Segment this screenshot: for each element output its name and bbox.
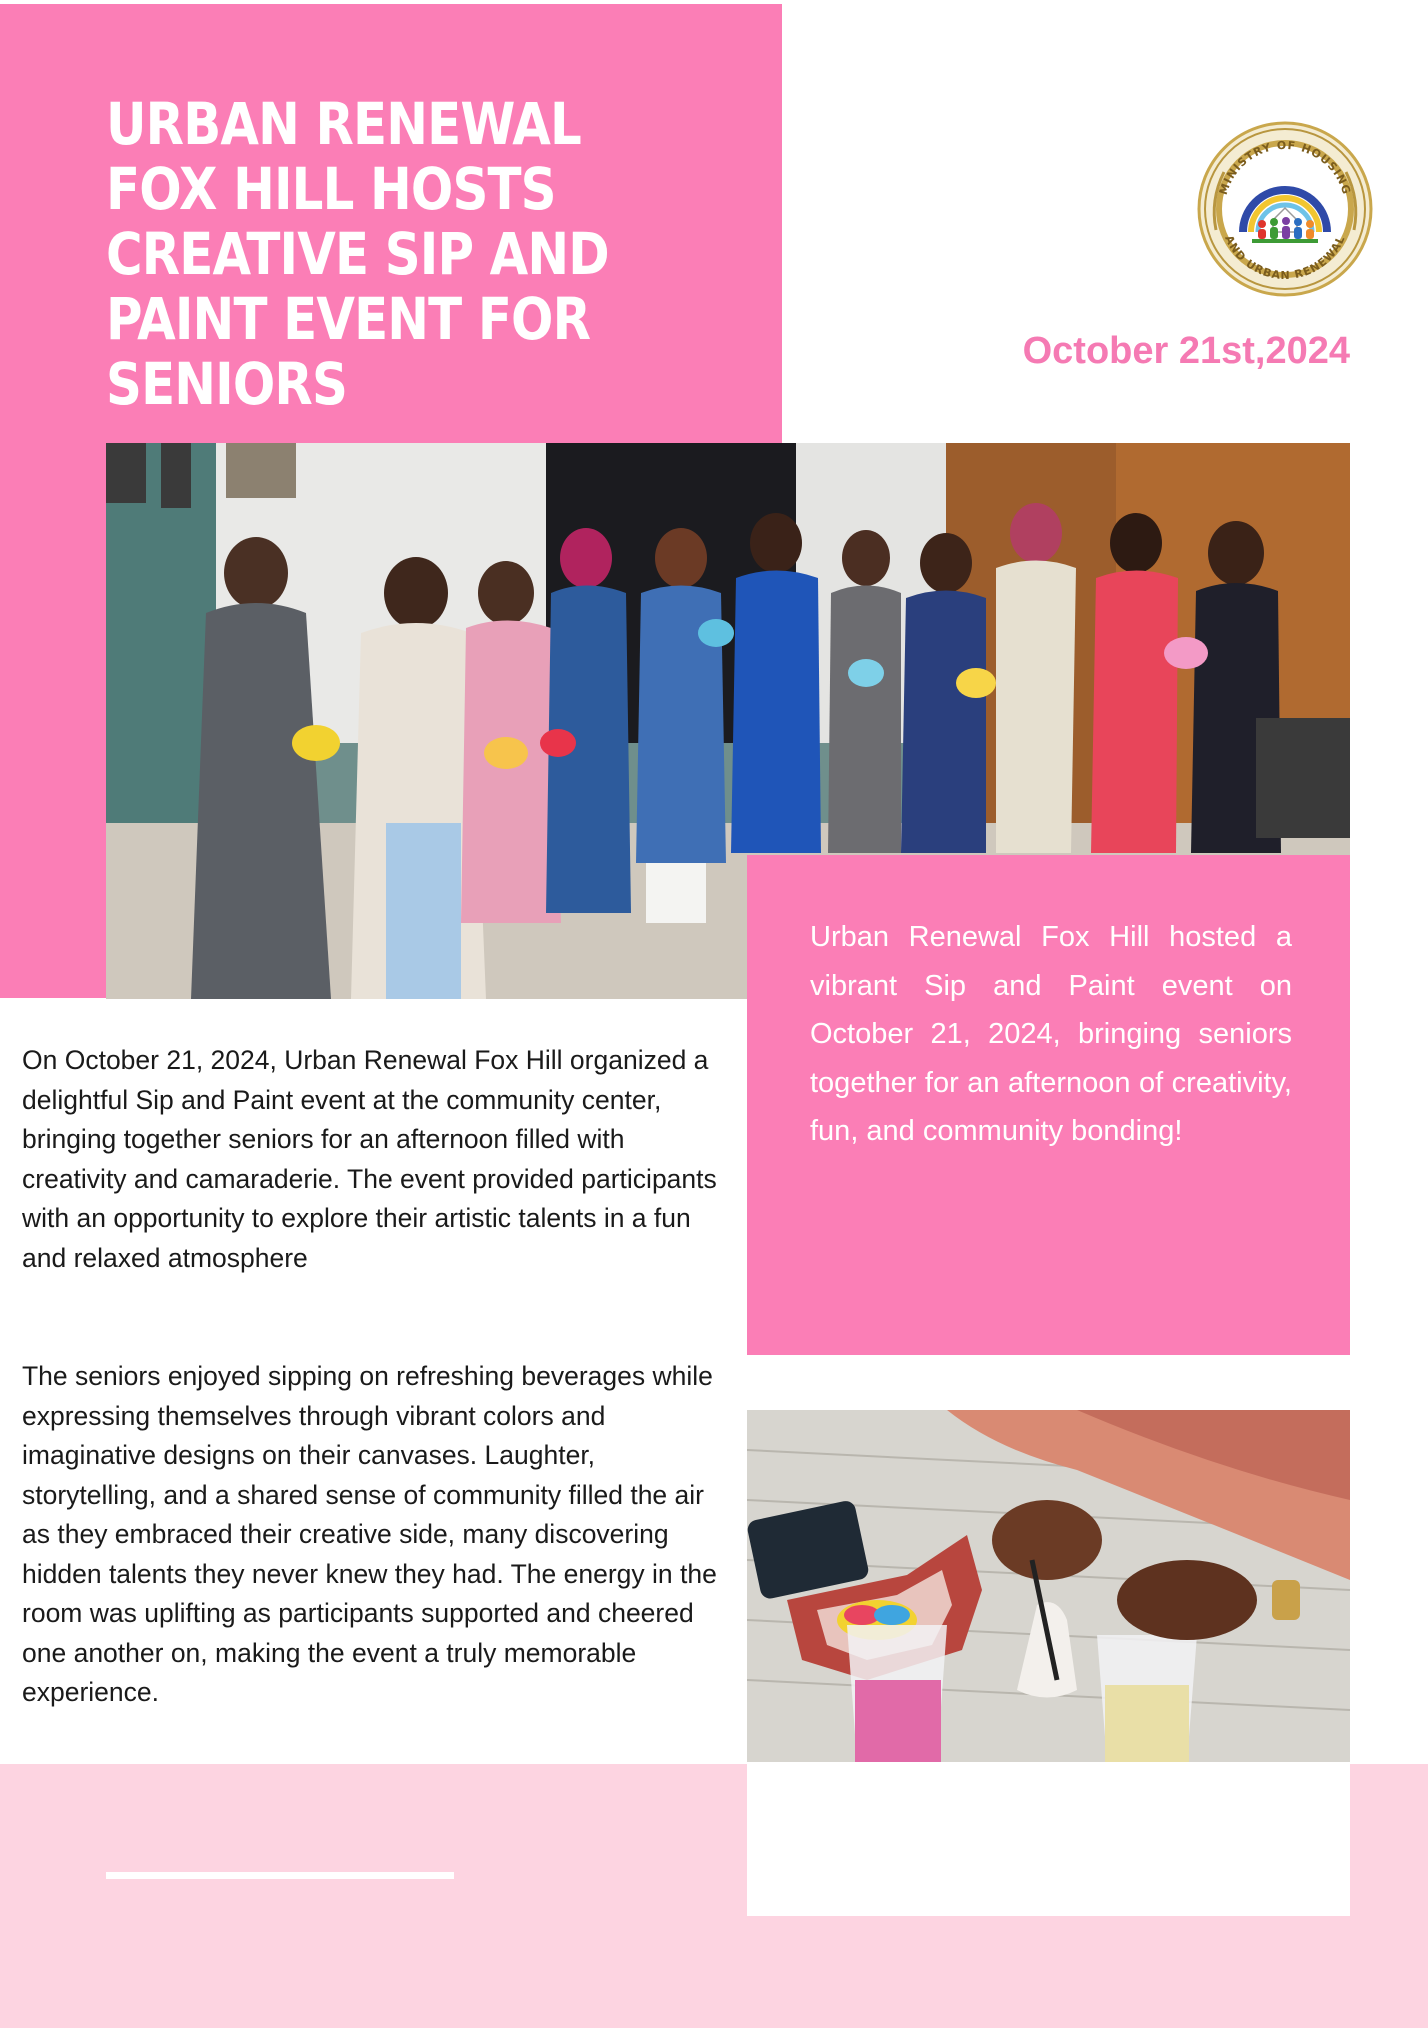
body-paragraph-2: The seniors enjoyed sipping on refreshing beverages while expressing themselves through vibrant colors and imaginative designs on their canvases. Laughter, storytelling, and a shared sense of community filled the air as they embraced their creative side, many discovering hidden talents they never knew they had. The energy in the room was uplifting as participants supported and cheered one another on, making the event a truly memorable experience. [22, 1361, 717, 1707]
painting-photo [747, 1410, 1350, 1762]
svg-text:AND URBAN RENEWAL: AND URBAN RENEWAL [1222, 233, 1348, 283]
footer-divider [106, 1872, 454, 1879]
footer-card [747, 1764, 1350, 1916]
article-date: October 21st,2024 [1022, 330, 1350, 372]
article-headline: URBAN RENEWAL FOX HILL HOSTS CREATIVE SIP AND PAINT EVENT FOR SENIORS [106, 90, 609, 418]
highlight-text: Urban Renewal Fox Hill hosted a vibrant Sip and Paint event on October 21, 2024, bringing seniors together for an afternoon of creativity, fun, and community bonding! [810, 921, 1292, 1147]
ministry-seal-logo [1196, 120, 1374, 298]
body-paragraph-1: On October 21, 2024, Urban Renewal Fox Hill organized a delightful Sip and Paint event at the community center, bringing together seniors for an afternoon filled with creativity and camaraderie. The event provided participants with an opportunity to explore their artistic talents in a fun and relaxed atmosphere [22, 1045, 717, 1273]
svg-text:MINISTRY OF HOUSING: MINISTRY OF HOUSING [1216, 138, 1354, 197]
